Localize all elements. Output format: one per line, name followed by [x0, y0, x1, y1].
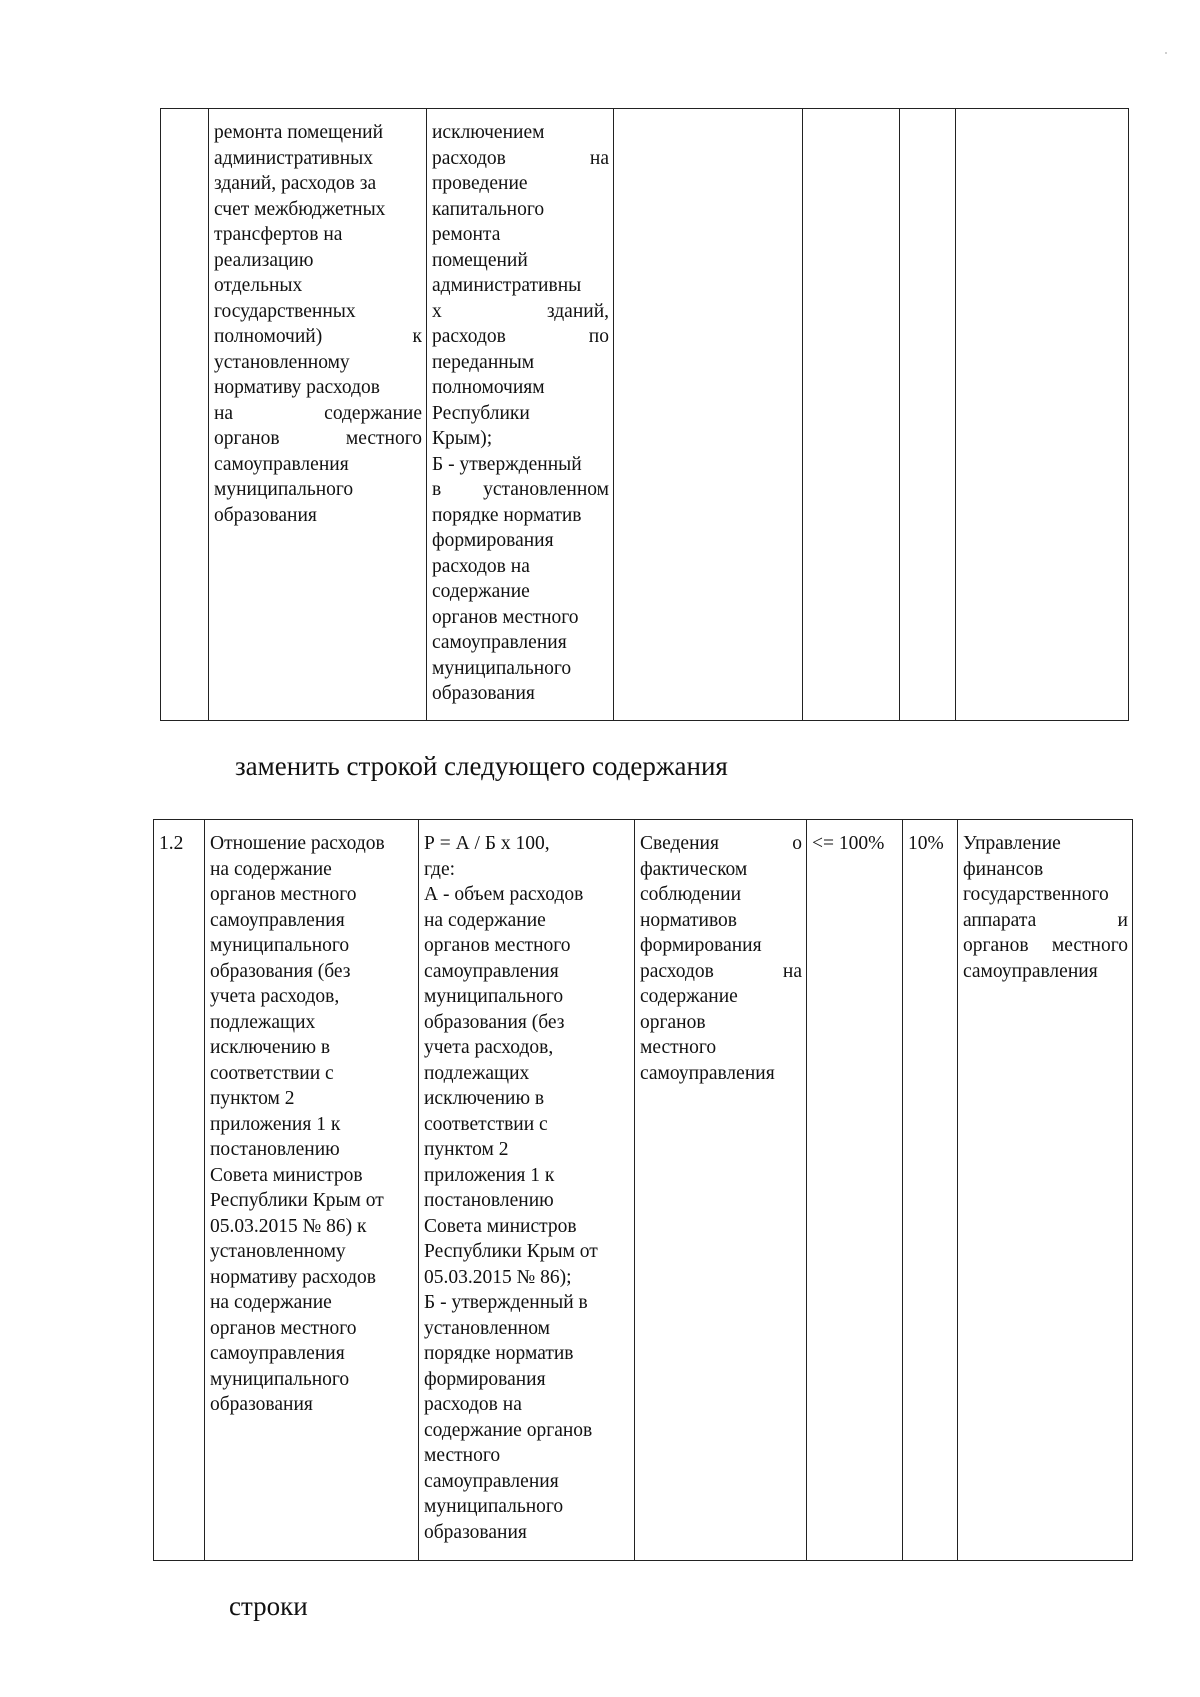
text-line: самоуправления [210, 909, 345, 931]
text-line: 05.03.2015 № 86); [424, 1266, 572, 1288]
text-line: зданий, расходов за [214, 173, 377, 194]
text-line: самоуправления [963, 960, 1098, 982]
text-line: Республики Крым от [424, 1241, 598, 1262]
text-line: соответствии с [424, 1113, 548, 1135]
text-line: на содержание [214, 402, 422, 424]
text-line: органов местного [214, 428, 422, 449]
text-line: государственного [963, 884, 1109, 905]
weight-value: 10% [908, 833, 944, 854]
text-line: учета расходов, [210, 986, 340, 1007]
table-row [154, 820, 1133, 1561]
text-line: расходов по [432, 326, 609, 347]
text-line: органов местного [424, 935, 571, 956]
formula-cell [427, 109, 614, 721]
text-line: реализацию [214, 249, 314, 271]
indicator-name-cell [205, 820, 419, 1561]
text-line: формирования [424, 1368, 546, 1390]
text-line: Управление [963, 833, 1061, 854]
text-line: формирования [432, 530, 554, 551]
indicator-table-previous [160, 108, 1129, 721]
text-line: порядке норматив [432, 504, 582, 526]
indicator-name-text [214, 120, 422, 528]
text-line: органов местного [210, 1317, 357, 1339]
formula-text [424, 831, 630, 1545]
text-line: полномочий) к [214, 326, 422, 347]
text-line: учета расходов, [424, 1037, 554, 1058]
text-line: нормативу расходов [210, 1266, 376, 1288]
text-line: Сведения о [640, 833, 802, 854]
text-line: отдельных [214, 275, 303, 296]
text-line: Республики Крым от [210, 1190, 384, 1211]
text-line: установленному [210, 1241, 346, 1262]
text-line: ремонта помещений [214, 122, 384, 143]
text-line: А - объем расходов [424, 884, 584, 905]
text-line: установленном [424, 1317, 550, 1339]
text-line: проведение [432, 173, 528, 194]
text-line: где: [424, 858, 456, 880]
text-line: исключению в [424, 1088, 545, 1109]
formula-text [432, 120, 609, 707]
text-line: подлежащих [210, 1011, 316, 1033]
text-line: соблюдении [640, 884, 742, 905]
text-line: образования (без [424, 1011, 565, 1033]
weight-cell [903, 820, 958, 1561]
text-line: приложения 1 к [210, 1113, 341, 1135]
text-line: расходов на [424, 1394, 522, 1415]
responsible-text [963, 831, 1128, 984]
trailing-text: строки [229, 1591, 308, 1621]
text-line: самоуправления [424, 1470, 559, 1492]
text-line: расходов на [432, 555, 530, 577]
text-line: образования [214, 504, 317, 526]
text-line: на содержание [210, 1292, 332, 1313]
source-cell [635, 820, 807, 1561]
text-line: Крым); [432, 428, 493, 449]
text-line: самоуправления [432, 632, 567, 653]
text-line: содержание [640, 986, 738, 1007]
text-line: Р = А / Б х 100, [424, 833, 550, 854]
target-value-cell [803, 109, 900, 721]
text-line: муниципального [424, 1496, 564, 1517]
text-line: в установленном [432, 479, 609, 500]
text-line: органов местного [210, 884, 357, 905]
text-line: соответствии с [210, 1062, 334, 1084]
text-line: трансфертов на [214, 224, 343, 245]
text-line: административных [214, 147, 373, 169]
text-line: формирования [640, 935, 762, 956]
text-line: 05.03.2015 № 86) к [210, 1215, 367, 1237]
source-cell [614, 109, 803, 721]
text-line: нормативу расходов [214, 377, 380, 398]
section-heading: заменить строкой следующего содержания [235, 751, 728, 781]
text-line: исключению в [210, 1037, 331, 1058]
text-line: органов [640, 1011, 706, 1033]
text-line: содержание [432, 581, 530, 602]
text-line: Республики [432, 402, 530, 424]
text-line: постановлению [424, 1190, 554, 1211]
text-line: самоуправления [210, 1343, 345, 1364]
formula-cell [419, 820, 635, 1561]
text-line: на содержание [424, 909, 546, 931]
text-line: образования [432, 683, 535, 704]
text-line: аппарата и [963, 909, 1128, 931]
text-line: муниципального [424, 986, 564, 1007]
target-value-cell [807, 820, 903, 1561]
text-line: порядке норматив [424, 1343, 574, 1364]
table-row [161, 109, 1129, 721]
text-line: Б - утвержденный в [424, 1292, 588, 1313]
text-line: самоуправления [214, 453, 349, 475]
text-line: финансов [963, 858, 1044, 880]
text-line: местного [640, 1037, 717, 1058]
text-line: муниципального [210, 1368, 350, 1390]
text-line: государственных [214, 300, 356, 322]
text-line: х зданий, [432, 300, 609, 322]
weight-cell [900, 109, 956, 721]
text-line: Б - утвержденный [432, 453, 582, 475]
text-line: полномочиям [432, 377, 545, 398]
text-line: фактическом [640, 858, 748, 880]
text-line: местного [424, 1445, 501, 1466]
text-line: приложения 1 к [424, 1164, 555, 1186]
indicator-name-text [210, 831, 414, 1418]
text-line: нормативов [640, 909, 737, 931]
text-line: помещений [432, 249, 528, 271]
text-line: на содержание [210, 858, 332, 880]
number-cell [154, 820, 205, 1561]
text-line: исключением [432, 122, 545, 143]
text-line: Отношение расходов [210, 833, 385, 854]
text-line: муниципального [432, 657, 572, 679]
text-line: образования (без [210, 960, 351, 982]
text-line: постановлению [210, 1139, 340, 1160]
text-line: расходов на [640, 960, 802, 982]
text-line: Совета министров [424, 1215, 577, 1237]
text-line: пунктом 2 [424, 1139, 509, 1160]
text-line: образования [210, 1394, 313, 1415]
indicator-name-cell [209, 109, 427, 721]
text-line: содержание органов [424, 1419, 593, 1441]
row-number: 1.2 [159, 833, 184, 854]
text-line: органов местного [963, 935, 1128, 956]
responsible-cell [956, 109, 1129, 721]
text-line: ремонта [432, 224, 501, 245]
text-line: Совета министров [210, 1164, 363, 1186]
text-line: подлежащих [424, 1062, 530, 1084]
responsible-cell [958, 820, 1133, 1561]
text-line: образования [424, 1521, 527, 1543]
target-value: <= 100% [812, 833, 885, 854]
text-line: переданным [432, 351, 535, 373]
text-line: муниципального [214, 479, 354, 500]
text-line: органов местного [432, 606, 579, 628]
text-line: самоуправления [424, 960, 559, 982]
text-line: административны [432, 275, 582, 296]
text-line: пунктом 2 [210, 1088, 295, 1109]
text-line: капитального [432, 198, 545, 220]
text-line: счет межбюджетных [214, 198, 386, 220]
scan-speck [1165, 52, 1167, 54]
source-text [640, 831, 802, 1086]
indicator-table-replacement [153, 819, 1133, 1561]
text-line: муниципального [210, 935, 350, 956]
number-cell [161, 109, 209, 721]
text-line: самоуправления [640, 1062, 775, 1084]
text-line: расходов на [432, 147, 609, 169]
text-line: установленному [214, 351, 350, 373]
